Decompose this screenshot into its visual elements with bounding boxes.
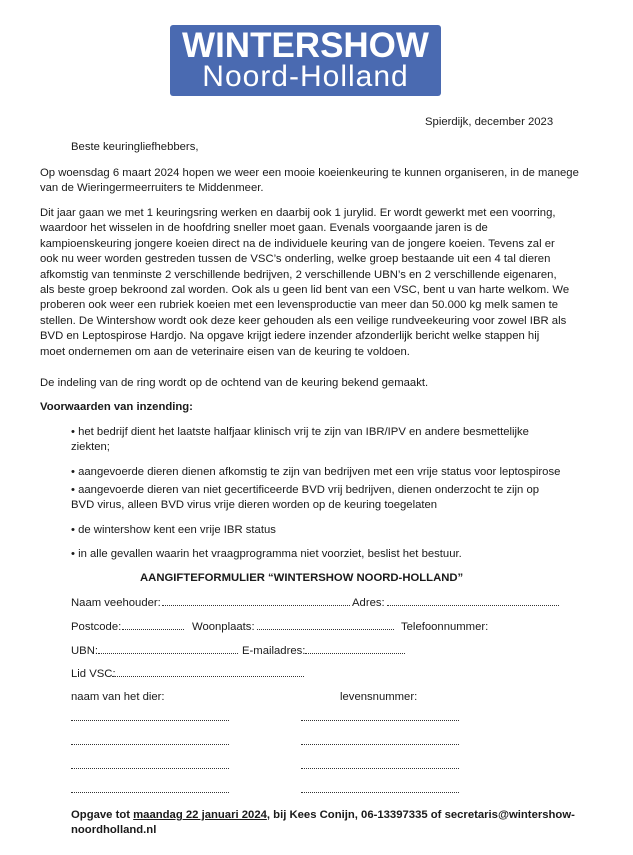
details-line: afkomstig van tenminste 2 verschillende bedrijven, 2 verschillende UBN’s en 2 verschillende eigenaren,	[40, 268, 557, 281]
details-line: stellen. De Wintershow wordt ook deze keer gehouden als een veilige rundveekeuring voor zowel IBR als	[40, 314, 567, 327]
label-phone: Telefoonnummer:	[401, 621, 489, 633]
details-line: proberen ook weer een rubriek koeien met een levensproductie van meer dan 50.000 kg melk samen te	[40, 299, 559, 312]
label-vsc: Lid VSC:	[71, 668, 116, 680]
label-name: Naam veehouder:	[71, 597, 161, 609]
field-life-number[interactable]	[301, 768, 459, 769]
condition-line: BVD virus, alleen BVD virus vrije dieren worden op de keuring toegelaten	[71, 499, 438, 512]
details-line: als beste groep bekroond zal worden. Ook als u geen lid bent van een VSC, bent u van harte welkom. We	[40, 284, 570, 297]
form-title: AANGIFTEFORMULIER “WINTERSHOW NOORD-HOLLAND”	[140, 572, 464, 584]
conditions-title: Voorwaarden van inzending:	[40, 401, 193, 413]
label-city: Woonplaats:	[192, 621, 255, 633]
field-animal-name[interactable]	[71, 768, 229, 769]
condition-item	[71, 465, 601, 480]
field-life-number[interactable]	[301, 720, 459, 721]
registration-deadline	[71, 808, 575, 839]
condition-item	[71, 425, 601, 456]
details-line: Dit jaar gaan we met 1 keuringsring werken en daarbij ook 1 jurylid. Er wordt gewerkt met een voorring,	[40, 207, 556, 219]
field-address[interactable]	[387, 605, 559, 606]
condition-item	[71, 523, 601, 538]
logo-line-1: WINTERSHOW	[182, 26, 429, 65]
details-line: moet ondernemen om aan de veterinaire eisen van de keuring te voldoen.	[40, 345, 410, 358]
field-vsc[interactable]	[112, 676, 304, 677]
field-animal-name[interactable]	[71, 792, 229, 793]
field-ubn[interactable]	[98, 653, 238, 654]
condition-line: ziekten;	[71, 441, 110, 454]
details-line: kampioenskeuring jongere koeien direct na de individuele keuring van de jongere koeien. Tevens zal er	[40, 237, 555, 250]
dateline: Spierdijk, december 2023	[425, 116, 554, 128]
condition-item	[71, 483, 601, 514]
label-life-number: levensnummer:	[340, 691, 418, 703]
deadline-prefix: Opgave tot	[71, 809, 134, 821]
condition-item	[71, 547, 601, 562]
field-life-number[interactable]	[301, 792, 459, 793]
label-email: E-mailadres:	[242, 645, 306, 657]
condition-line: • aangevoerde dieren dienen afkomstig te zijn van bedrijven met een vrije status voor leptospirose	[71, 466, 561, 478]
deadline-date: maandag 22 januari 2024	[133, 809, 267, 821]
wintershow-logo	[170, 25, 441, 96]
field-email[interactable]	[305, 653, 405, 654]
field-animal-name[interactable]	[71, 720, 229, 721]
details-line: waardoor het wisselen in de hoofdring sneller moet gaan. Evenals voorgaande jaren is de	[40, 222, 488, 235]
condition-line: • in alle gevallen waarin het vraagprogramma niet voorziet, beslist het bestuur.	[71, 548, 462, 560]
paragraph-ring: De indeling van de ring wordt op de ochtend van de keuring bekend gemaakt.	[40, 377, 429, 389]
condition-line: • de wintershow kent een vrije IBR status	[71, 524, 276, 536]
deadline-line-2: noordholland.nl	[71, 824, 157, 837]
paragraph-details	[40, 206, 600, 360]
deadline-line-1	[71, 808, 575, 823]
label-ubn: UBN:	[71, 645, 98, 657]
deadline-contact: , bij Kees Conijn, 06-13397335 of secretaris@wintershow-	[266, 809, 575, 821]
field-animal-name[interactable]	[71, 744, 229, 745]
label-animal-name: naam van het dier:	[71, 691, 165, 703]
details-line: ook nu weer worden gestreden tussen de VSC’s onderling, welke groep bestaande uit een 4 tal dieren	[40, 253, 551, 266]
salutation: Beste keuringliefhebbers,	[71, 141, 199, 153]
field-postcode[interactable]	[122, 629, 184, 630]
label-address: Adres:	[352, 597, 385, 609]
paragraph-intro: Op woensdag 6 maart 2024 hopen we weer een mooie koeienkeuring te kunnen organiseren, in de manege van de Wieringermeerruiters te Middenmeer.	[40, 167, 579, 195]
logo-line-2: Noord-Holland	[202, 60, 409, 93]
condition-line: • het bedrijf dient het laatste halfjaar klinisch vrij te zijn van IBR/IPV en andere besmettelijke	[71, 426, 529, 438]
field-city[interactable]	[257, 629, 394, 630]
field-life-number[interactable]	[301, 744, 459, 745]
details-line: BVD en Leptospirose Hardjo. Na opgave krijgt iedere inzender afzonderlijk bericht welke stappen hij	[40, 330, 540, 343]
condition-line: • aangevoerde dieren van niet gecertificeerde BVD vrij bedrijven, dienen onderzocht te zijn op	[71, 484, 540, 496]
label-postcode: Postcode:	[71, 621, 122, 633]
field-name[interactable]	[162, 605, 350, 606]
